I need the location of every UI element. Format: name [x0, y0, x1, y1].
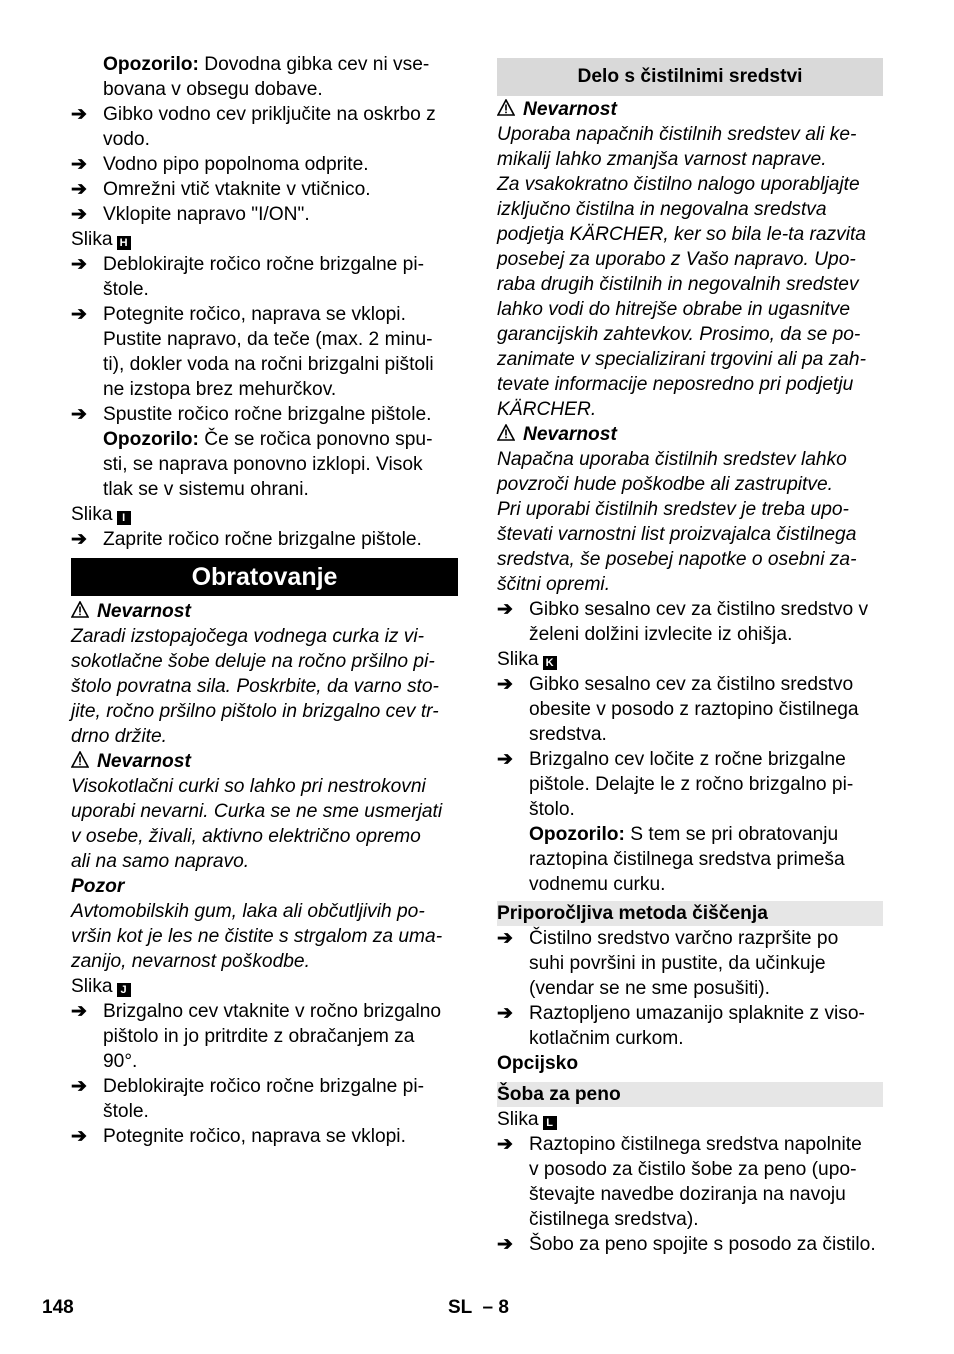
figure-ref-h: [71, 227, 458, 252]
arrow-right-icon: ➔: [71, 1076, 88, 1097]
danger-label: Nevarnost: [97, 601, 191, 622]
danger-text: mikalij lahko zmanjša varnost naprave.: [497, 149, 827, 170]
step-item: [497, 747, 883, 897]
note-line: [71, 52, 458, 77]
step-text: ne izstopa brez mehurčkov.: [103, 379, 337, 400]
danger-text: jite, ročno pršilno pištolo in brizgalno cev tr-: [71, 701, 439, 722]
note-line: [497, 822, 883, 847]
danger-label: Nevarnost: [97, 751, 191, 772]
step-text: Potegnite ročico, naprava se vklopi.: [103, 304, 406, 325]
note-text: bovana v obsegu dobave.: [103, 79, 323, 100]
danger-text: Za vsakokratno čistilno nalogo uporabljajte: [497, 174, 860, 195]
step-text: Brizgalno cev vtaknite v ročno brizgalno: [103, 1001, 442, 1022]
caution-text: Avtomobilskih gum, laka ali občutljivih po-: [71, 901, 425, 922]
step-item: [497, 672, 883, 747]
figure-letter-box: H: [117, 236, 131, 250]
arrow-right-icon: ➔: [497, 1003, 514, 1024]
arrow-right-icon: ➔: [497, 599, 514, 620]
step-text: Deblokirajte ročico ročne brizgalne pi-: [103, 1076, 425, 1097]
warning-triangle-icon: [71, 750, 89, 775]
danger-text: podjetja KÄRCHER, ker so bila le-ta razvita: [497, 224, 866, 245]
note-label: Opozorilo:: [103, 54, 199, 75]
note-text: sti, se naprava ponovno izklopi. Visok: [103, 454, 423, 475]
step-item: [71, 999, 458, 1074]
step-text: Brizgalno cev ločite z ročne brizgalne: [529, 749, 846, 770]
subsection-heading: Šoba za peno: [497, 1082, 883, 1107]
language-page-indicator: SL – 8: [448, 1297, 509, 1318]
section-heading: Delo s čistilnimi sredstvi: [497, 58, 883, 96]
arrow-right-icon: ➔: [71, 154, 88, 175]
step-text: Spustite ročico ročne brizgalne pištole.: [103, 404, 432, 425]
figure-label: Slika: [71, 229, 113, 250]
danger-label: Nevarnost: [523, 424, 617, 445]
step-item: [71, 302, 458, 402]
danger-title: [71, 749, 458, 774]
danger-title: [497, 97, 883, 122]
danger-text: zanimate v specializirani trgovini ali pa zah-: [497, 349, 866, 370]
step-text: Raztopino čistilnega sredstva napolnite: [529, 1134, 862, 1155]
step-item: [71, 152, 458, 177]
danger-text: Pri uporabi čistilnih sredstev je treba upo-: [497, 499, 849, 520]
danger-label: Nevarnost: [523, 99, 617, 120]
arrow-right-icon: ➔: [71, 204, 88, 225]
step-item: [497, 1232, 883, 1257]
arrow-right-icon: ➔: [71, 404, 88, 425]
figure-label: Slika: [497, 649, 539, 670]
arrow-right-icon: ➔: [71, 254, 88, 275]
note-text: raztopina čistilnega sredstva primeša: [529, 849, 845, 870]
danger-text: uporabi nevarni. Curka se ne sme usmerjati: [71, 801, 443, 822]
step-item: [71, 102, 458, 152]
step-text: Pustite napravo, da teče (max. 2 minu-: [103, 329, 433, 350]
subsection-heading: Priporočljiva metoda čiščenja: [497, 901, 883, 926]
danger-title: [71, 599, 458, 624]
step-text: ti), dokler voda na ročni brizgalni pištoli: [103, 354, 434, 375]
danger-text: štolo povratna sila. Poskrbite, da varno sto-: [71, 676, 439, 697]
note-text: Dovodna gibka cev ni vse-: [198, 54, 430, 75]
danger-text: v osebe, živali, aktivno električno opremo: [71, 826, 421, 847]
danger-text: KÄRCHER.: [497, 399, 597, 420]
figure-letter-box: L: [543, 1116, 557, 1130]
note-label: Opozorilo:: [103, 429, 199, 450]
danger-text: izključno čistilna in negovalna sredstva: [497, 199, 827, 220]
step-text: sredstva.: [529, 724, 607, 745]
figure-ref-j: [71, 974, 458, 999]
figure-label: Slika: [71, 976, 113, 997]
step-item: [71, 527, 458, 552]
danger-text: Napačna uporaba čistilnih sredstev lahko: [497, 449, 847, 470]
warning-triangle-icon: [497, 98, 515, 123]
step-text: kotlačnim curkom.: [529, 1028, 684, 1049]
danger-text: raba drugih čistilnih in negovalnih sredstev: [497, 274, 859, 295]
arrow-right-icon: ➔: [71, 1001, 88, 1022]
arrow-right-icon: ➔: [71, 529, 88, 550]
note-text: Če se ročica ponovno spu-: [198, 429, 433, 450]
note-text: vodnemu curku.: [529, 874, 666, 895]
danger-text: sredstva, še posebej napotke o osebni za-: [497, 549, 857, 570]
left-column: [71, 52, 458, 1149]
step-item: [71, 402, 458, 502]
arrow-right-icon: ➔: [71, 104, 88, 125]
optional-heading: Opcijsko: [497, 1053, 579, 1074]
step-item: [497, 926, 883, 1001]
figure-ref-i: [71, 502, 458, 527]
step-text: vodo.: [103, 129, 150, 150]
danger-text: sokotlačne šobe deluje na ročno pršilno pi-: [71, 651, 435, 672]
danger-text: ali na samo napravo.: [71, 851, 250, 872]
warning-triangle-icon: [497, 423, 515, 448]
note-text: tlak se v sistemu ohrani.: [103, 479, 309, 500]
step-text: števajte navedbe doziranja na navoju: [529, 1184, 846, 1205]
danger-text: posebej za uporabo z Vašo napravo. Upo-: [497, 249, 856, 270]
note-text: S tem se pri obratovanju: [624, 824, 839, 845]
step-text: Šobo za peno spojite s posodo za čistilo.: [529, 1234, 876, 1255]
step-text: Raztopljeno umazanijo splaknite z viso-: [529, 1003, 865, 1024]
step-text: v posodo za čistilo šobe za peno (upo-: [529, 1159, 857, 1180]
step-text: pištolo in jo pritrdite z obračanjem za: [103, 1026, 415, 1047]
step-item: [71, 252, 458, 302]
step-text: Čistilno sredstvo varčno razpršite po: [529, 928, 839, 949]
arrow-right-icon: ➔: [71, 179, 88, 200]
arrow-right-icon: ➔: [497, 749, 514, 770]
step-text: Gibko sesalno cev za čistilno sredstvo v: [529, 599, 869, 620]
step-item: [71, 1074, 458, 1124]
danger-text: Zaradi izstopajočega vodnega curka iz vi-: [71, 626, 425, 647]
step-text: suhi površini in pustite, da učinkuje: [529, 953, 826, 974]
arrow-right-icon: ➔: [71, 304, 88, 325]
danger-text: povzroči hude poškodbe ali zastrupitve.: [497, 474, 833, 495]
arrow-right-icon: ➔: [497, 674, 514, 695]
danger-text: drno držite.: [71, 726, 167, 747]
caution-text: zanijo, nevarnost poškodbe.: [71, 951, 310, 972]
danger-text: Uporaba napačnih čistilnih sredstev ali ke-: [497, 124, 857, 145]
page-number: 148: [42, 1297, 74, 1318]
step-item: [71, 202, 458, 227]
danger-title: [497, 422, 883, 447]
step-item: [71, 1124, 458, 1149]
step-text: Gibko vodno cev priključite na oskrbo z: [103, 104, 436, 125]
figure-letter-box: J: [117, 983, 131, 997]
arrow-right-icon: ➔: [71, 1126, 88, 1147]
arrow-right-icon: ➔: [497, 1234, 514, 1255]
step-text: Vodno pipo popolnoma odprite.: [103, 154, 369, 175]
danger-text: tevate informacije neposredno pri podjetju: [497, 374, 854, 395]
danger-text: Visokotlačni curki so lahko pri nestrokovni: [71, 776, 426, 797]
step-text: Vklopite napravo "I/ON".: [103, 204, 310, 225]
arrow-right-icon: ➔: [497, 1134, 514, 1155]
danger-text: števati varnostni list proizvajalca čistilnega: [497, 524, 857, 545]
figure-label: Slika: [497, 1109, 539, 1130]
step-text: čistilnega sredstva).: [529, 1209, 699, 1230]
danger-text: lahko vodi do hitrejše obrabe in ugasnitve: [497, 299, 851, 320]
danger-text: garancijskih zahtevkov. Prosimo, da se po-: [497, 324, 861, 345]
step-text: Zaprite ročico ročne brizgalne pištole.: [103, 529, 422, 550]
step-text: želeni dolžini izvlecite iz ohišja.: [529, 624, 793, 645]
step-text: Potegnite ročico, naprava se vklopi.: [103, 1126, 406, 1147]
step-item: [497, 1001, 883, 1051]
warning-triangle-icon: [71, 600, 89, 625]
step-text: Gibko sesalno cev za čistilno sredstvo: [529, 674, 854, 695]
step-item: [497, 597, 883, 647]
note-line: [71, 427, 458, 452]
step-text: štolo.: [529, 799, 575, 820]
right-column: [497, 58, 883, 1257]
step-item: [497, 1132, 883, 1232]
note-label: Opozorilo:: [529, 824, 625, 845]
arrow-right-icon: ➔: [497, 928, 514, 949]
figure-label: Slika: [71, 504, 113, 525]
danger-text: ščitni opremi.: [497, 574, 611, 595]
step-text: 90°.: [103, 1051, 138, 1072]
step-item: [71, 177, 458, 202]
step-text: štole.: [103, 1101, 149, 1122]
step-text: (vendar se ne sme posušiti).: [529, 978, 771, 999]
figure-ref-l: [497, 1107, 883, 1132]
section-heading: Obratovanje: [71, 558, 458, 596]
caution-title: Pozor: [71, 876, 125, 897]
step-text: Deblokirajte ročico ročne brizgalne pi-: [103, 254, 425, 275]
step-text: Omrežni vtič vtaknite v vtičnico.: [103, 179, 371, 200]
figure-ref-k: [497, 647, 883, 672]
caution-text: vršin kot je les ne čistite s strgalom za uma-: [71, 926, 443, 947]
figure-letter-box: I: [117, 511, 131, 525]
figure-letter-box: K: [543, 656, 557, 670]
step-text: pištole. Delajte le z ročno brizgalno pi-: [529, 774, 854, 795]
step-text: obesite v posodo z raztopino čistilnega: [529, 699, 859, 720]
step-text: štole.: [103, 279, 149, 300]
